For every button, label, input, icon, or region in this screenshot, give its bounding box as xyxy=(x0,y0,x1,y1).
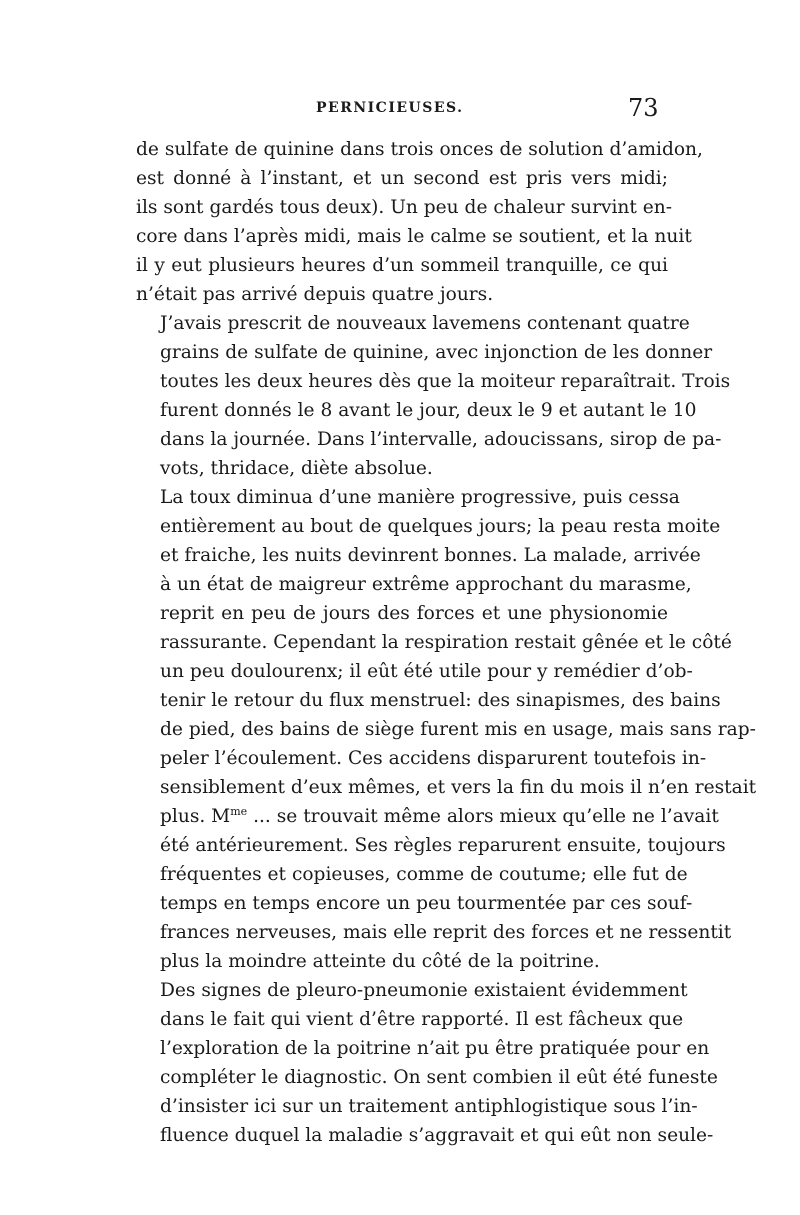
text-line: et fraiche, les nuits devinrent bonnes. La malade, arrivée xyxy=(160,545,701,566)
text-line-with-superscript xyxy=(136,802,719,831)
text-line: sensiblement d’eux mêmes, et vers la fin du mois il n’en restait xyxy=(160,777,757,798)
paragraph xyxy=(136,309,731,483)
page-header xyxy=(0,94,800,124)
text-line: temps en temps encore un peu tourmentée par ces souf- xyxy=(160,893,693,914)
text-fragment: ... se trouvait même alors mieux qu’elle ne l’avait xyxy=(253,806,719,827)
text-line: dans la journée. Dans l’intervalle, adoucissans, sirop de pa- xyxy=(160,429,722,450)
text-line: vots, thridace, diète absolue. xyxy=(160,458,433,479)
text-line: toutes les deux heures dès que la moiteur reparaîtrait. Trois xyxy=(160,371,731,392)
text-line: ils sont gardés tous deux). Un peu de chaleur survint en- xyxy=(136,197,673,218)
text-line: fréquentes et copieuses, comme de coutume; elle fut de xyxy=(160,864,688,885)
text-line: plus la moindre atteinte du côté de la poitrine. xyxy=(160,951,600,972)
text-line: d’insister ici sur un traitement antiphlogistique sous l’in- xyxy=(160,1096,698,1117)
running-title: PERNICIEUSES. xyxy=(316,100,464,116)
text-line: core dans l’après midi, mais le calme se soutient, et la nuit xyxy=(136,226,692,247)
text-line: été antérieurement. Ses règles reparurent ensuite, toujours xyxy=(160,835,726,856)
text-line: il y eut plusieurs heures d’un sommeil tranquille, ce qui xyxy=(136,255,668,276)
paragraph-continued xyxy=(136,135,703,309)
page-number: 73 xyxy=(628,94,659,122)
text-fragment: plus. M xyxy=(160,806,231,827)
text-line: l’exploration de la poitrine n’ait pu être pratiquée pour en xyxy=(160,1038,710,1059)
text-line: peler l’écoulement. Ces accidens disparurent toutefois in- xyxy=(160,748,707,769)
text-line: n’était pas arrivé depuis quatre jours. xyxy=(136,284,494,305)
text-line: furent donnés le 8 avant le jour, deux le 9 et autant le 10 xyxy=(160,400,697,421)
text-line: J’avais prescrit de nouveaux lavemens contenant quatre xyxy=(160,313,690,334)
text-line: reprit en peu de jours des forces et une physionomie xyxy=(160,603,668,624)
paragraph xyxy=(136,483,757,976)
text-line: compléter le diagnostic. On sent combien il eût été funeste xyxy=(160,1067,718,1088)
paragraph xyxy=(136,976,718,1150)
text-line: Des signes de pleuro-pneumonie existaient évidemment xyxy=(160,980,688,1001)
text-line: de pied, des bains de siège furent mis en usage, mais sans rap- xyxy=(160,719,756,740)
text-line: entièrement au bout de quelques jours; la peau resta moite xyxy=(160,516,721,537)
body-text xyxy=(136,135,757,1150)
text-line: fluence duquel la maladie s’aggravait et qui eût non seule- xyxy=(160,1125,714,1146)
text-line: est donné à l’instant, et un second est pris vers midi; xyxy=(136,168,668,189)
text-line: rassurante. Cependant la respiration restait gênée et le côté xyxy=(160,632,732,653)
text-line: frances nerveuses, mais elle reprit des forces et ne ressentit xyxy=(160,922,732,943)
text-line: dans le fait qui vient d’être rapporté. Il est fâcheux que xyxy=(160,1009,684,1030)
text-line: grains de sulfate de quinine, avec injonction de les donner xyxy=(160,342,713,363)
text-line: La toux diminua d’une manière progressive, puis cessa xyxy=(160,487,680,508)
text-line: à un état de maigreur extrême approchant du marasme, xyxy=(160,574,692,595)
text-line: de sulfate de quinine dans trois onces de solution d’amidon, xyxy=(136,139,703,160)
text-line: tenir le retour du flux menstruel: des sinapismes, des bains xyxy=(160,690,721,711)
superscript: me xyxy=(230,804,248,818)
text-line: un peu doulourenx; il eût été utile pour y remédier d’ob- xyxy=(160,661,693,682)
